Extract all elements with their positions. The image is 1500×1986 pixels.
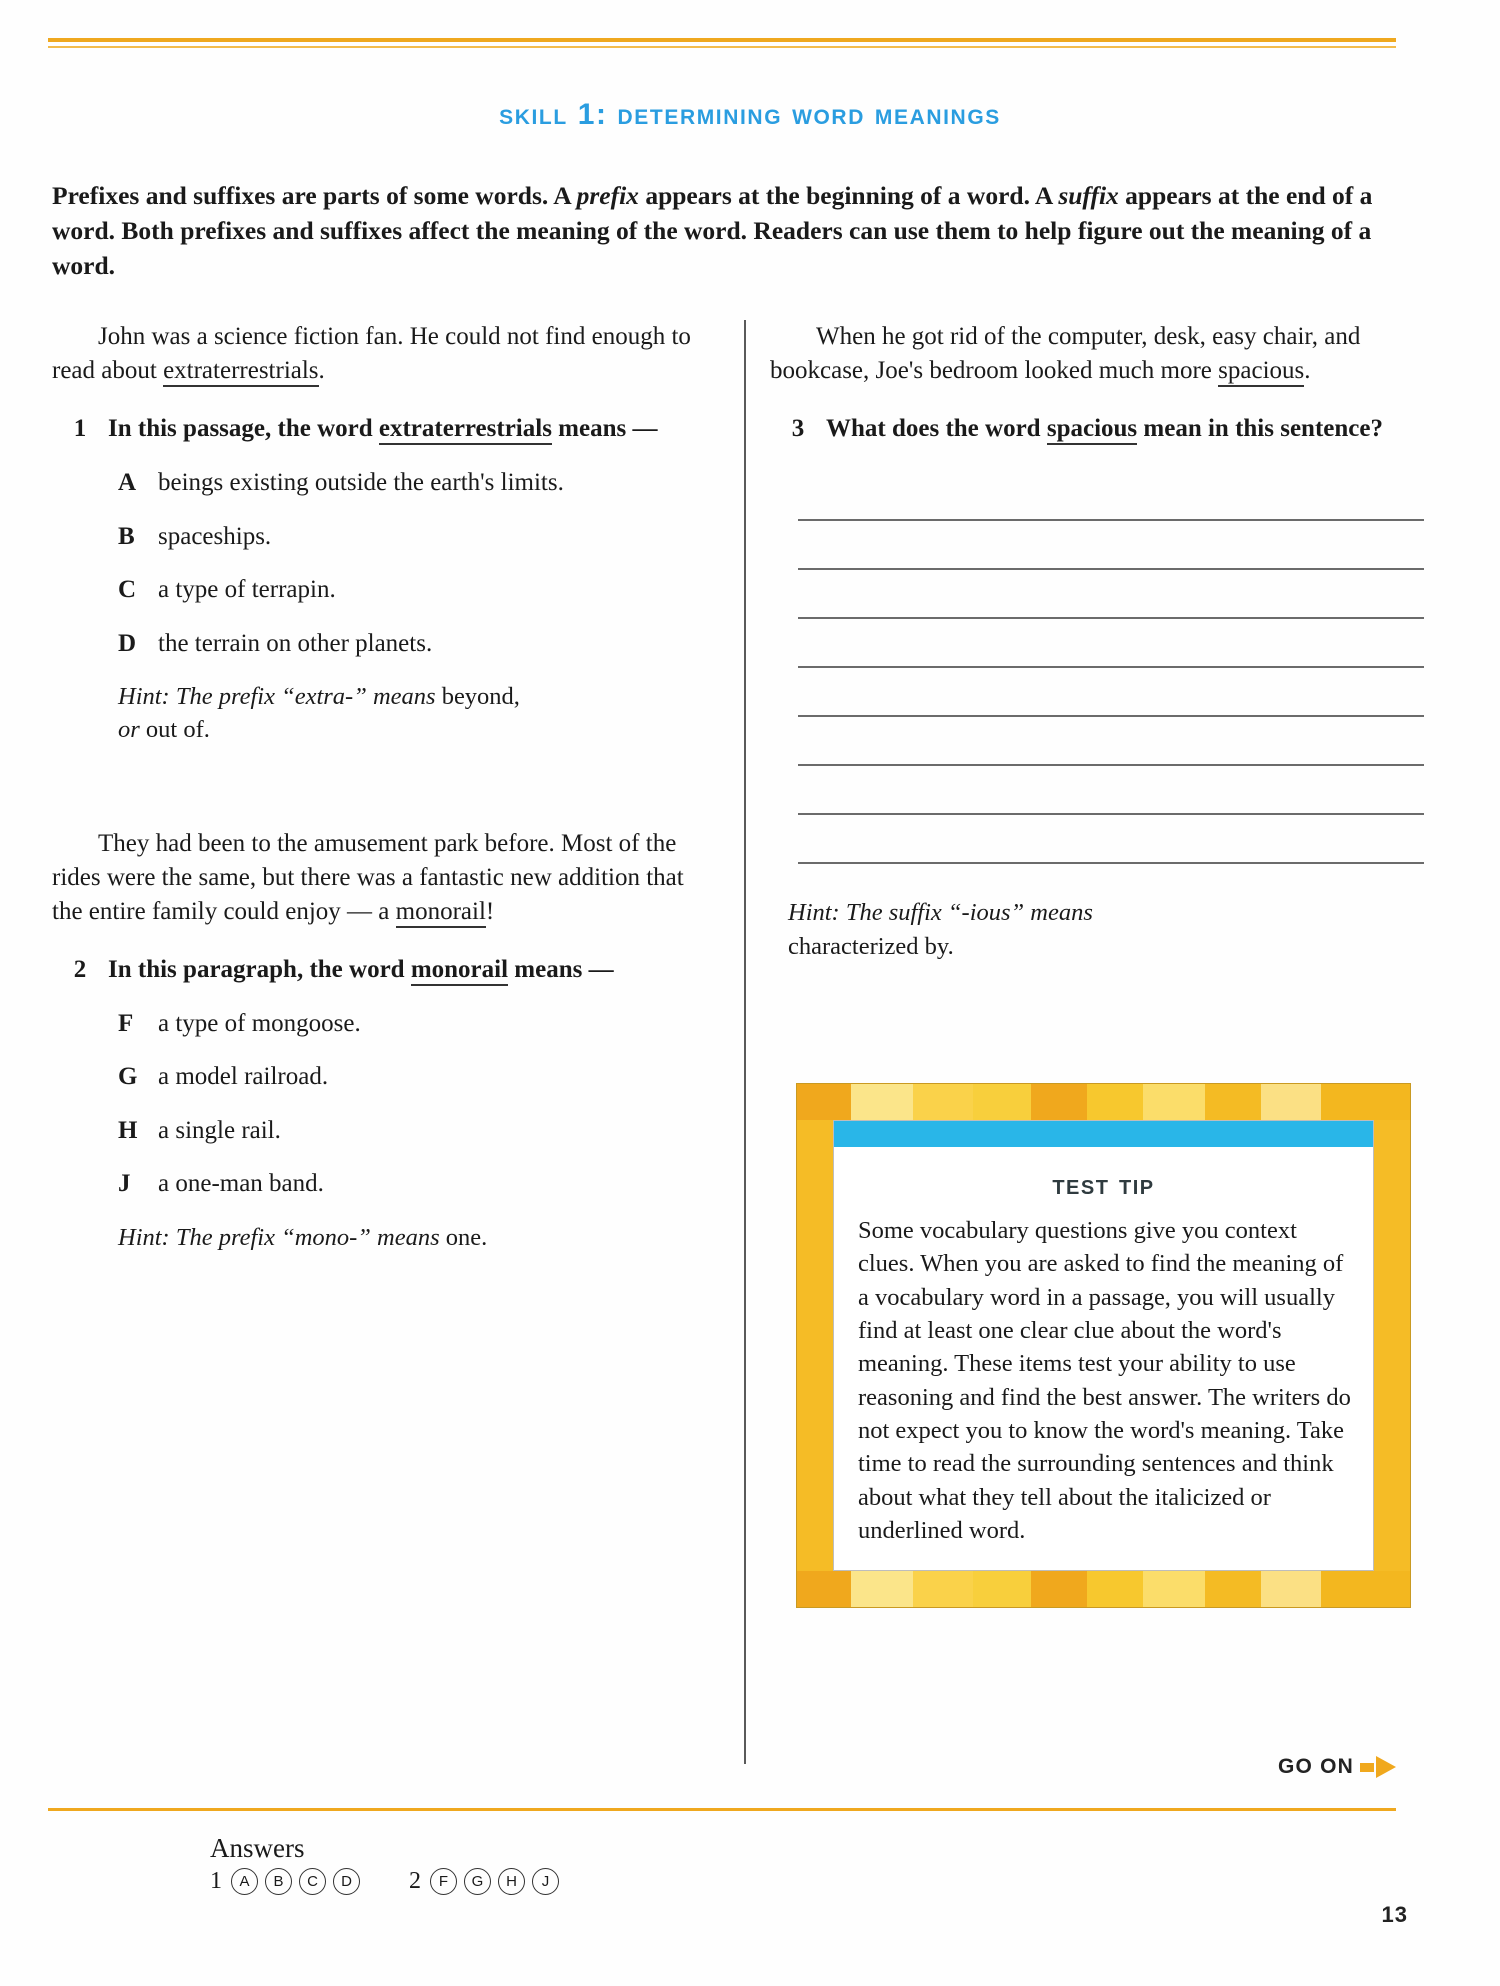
- choice-f-letter: F: [118, 1009, 134, 1037]
- choice-h-text: a single rail.: [158, 1116, 281, 1144]
- test-tip-title: test tip: [1052, 1169, 1155, 1201]
- question-1-hint: [52, 680, 712, 747]
- choice-h[interactable]: [52, 1114, 712, 1148]
- left-column: [52, 320, 712, 1262]
- question-1-stem: [108, 412, 712, 446]
- choice-c-letter: C: [118, 576, 137, 603]
- page-title: skill 1: determining word meanings: [499, 98, 1001, 131]
- band-cell: [797, 1571, 851, 1607]
- answer-line[interactable]: [798, 717, 1424, 766]
- passage-1: [52, 320, 712, 388]
- answer-group-1-number: 1: [210, 1868, 222, 1895]
- passage-3-text-before: When he got rid of the computer, desk, easy chair, and bookcase, Joe's bedroom looked much more: [770, 323, 1361, 384]
- question-3-stem: [826, 412, 1420, 446]
- choice-g-text: a model railroad.: [158, 1063, 329, 1091]
- answer-line[interactable]: [798, 766, 1424, 815]
- question-2: [52, 953, 712, 1254]
- band-cell: [1205, 1084, 1261, 1120]
- choice-h-letter: H: [118, 1116, 138, 1144]
- passage-1-text-before: John was a science fiction fan. He could not find enough to read about: [52, 323, 691, 384]
- answer-write-in-area[interactable]: [770, 472, 1420, 864]
- choice-c-text: a type of terrapin.: [158, 576, 336, 603]
- test-tip-accent-strip: [834, 1121, 1373, 1147]
- passage-3: [770, 320, 1420, 388]
- answer-line[interactable]: [798, 521, 1424, 570]
- question-3-stem-after: mean in this sentence?: [1137, 415, 1383, 442]
- choice-a-letter: A: [118, 469, 137, 496]
- question-3-header: [770, 412, 1420, 446]
- intro-text-a: Prefixes and suffixes are parts of some words. A: [52, 181, 577, 210]
- band-cell: [1143, 1571, 1205, 1607]
- top-rule-secondary: [48, 46, 1396, 48]
- band-cell: [1143, 1084, 1205, 1120]
- question-1-hint-italic-2: or: [118, 716, 140, 744]
- band-cell: [1087, 1084, 1143, 1120]
- band-cell: [1031, 1571, 1087, 1607]
- question-2-stem-before: In this paragraph, the word: [108, 955, 411, 983]
- test-tip-bottom-band: [797, 1571, 1410, 1607]
- choice-b-text: spaceships.: [158, 522, 272, 550]
- choice-j[interactable]: [52, 1167, 712, 1201]
- choice-d[interactable]: [52, 627, 712, 661]
- intro-italic-prefix: prefix: [576, 181, 639, 210]
- question-2-hint-roman: one.: [439, 1223, 488, 1251]
- band-cell: [1261, 1084, 1321, 1120]
- choice-a[interactable]: [52, 466, 712, 500]
- choice-g-letter: G: [118, 1063, 138, 1091]
- question-1-choices: [52, 466, 712, 660]
- passage-2-text-before: They had been to the amusement park before. Most of the rides were the same, but there was a fantastic new addition that the entire family could enjoy — a: [52, 829, 684, 925]
- answer-line[interactable]: [798, 570, 1424, 619]
- question-1: [52, 412, 712, 747]
- question-1-hint-roman: beyond,: [435, 683, 520, 710]
- answers-section: [210, 1832, 608, 1895]
- answers-title: Answers: [210, 1833, 305, 1863]
- bubble-h[interactable]: H: [498, 1868, 525, 1895]
- choice-f-text: a type of mongoose.: [158, 1009, 361, 1037]
- choice-d-text: the terrain on other planets.: [158, 629, 433, 657]
- answer-group-2-number: 2: [409, 1868, 421, 1895]
- band-cell: [973, 1084, 1031, 1120]
- bottom-rule: [48, 1808, 1396, 1811]
- bubble-c[interactable]: C: [299, 1868, 326, 1895]
- answer-group-2: [409, 1868, 566, 1895]
- go-on-label: GO ON: [1277, 1755, 1354, 1778]
- question-3-hint: [770, 896, 1420, 964]
- answer-line[interactable]: [798, 472, 1424, 521]
- answer-line[interactable]: [798, 619, 1424, 668]
- intro-italic-suffix: suffix: [1058, 181, 1119, 210]
- intro-text-c: appears at the end of a word. Both prefixes and suffixes affect the meaning of the word. Readers can use them to help figure out the meaning of a word.: [52, 181, 1373, 281]
- passage-2: [52, 827, 712, 929]
- question-2-hint-italic: Hint: The prefix “mono-” means: [118, 1223, 440, 1251]
- bubble-g[interactable]: G: [464, 1868, 491, 1895]
- choice-j-letter: J: [118, 1170, 131, 1198]
- question-2-number: 2: [73, 955, 87, 983]
- answer-line[interactable]: [798, 668, 1424, 717]
- question-1-stem-after: means —: [551, 415, 658, 442]
- choice-b-letter: B: [118, 522, 135, 550]
- band-cell: [1321, 1084, 1410, 1120]
- bubble-a[interactable]: A: [231, 1868, 258, 1895]
- passage-1-text-after: .: [318, 357, 325, 384]
- question-1-hint-roman-2: out of.: [139, 716, 210, 744]
- question-2-header: [52, 953, 712, 987]
- question-3-hint-roman: characterized by.: [788, 932, 954, 960]
- intro-paragraph: [52, 178, 1392, 284]
- passage-1-underlined-word: extraterrestrials: [163, 357, 318, 387]
- choice-g[interactable]: [52, 1060, 712, 1094]
- question-3-hint-italic: Hint: The suffix “-ious” means: [788, 899, 1093, 926]
- choice-c[interactable]: [52, 573, 712, 607]
- question-2-hint: [52, 1221, 712, 1254]
- passage-3-underlined-word: spacious: [1218, 357, 1304, 387]
- answer-group-1: [210, 1868, 367, 1895]
- question-2-stem-underlined: monorail: [411, 956, 508, 986]
- band-cell: [1031, 1084, 1087, 1120]
- column-divider: [744, 320, 746, 1764]
- test-tip-inner-panel: [833, 1120, 1374, 1571]
- question-2-stem-after: means —: [508, 955, 614, 983]
- page-number: 13: [1381, 1902, 1408, 1927]
- question-1-stem-before: In this passage, the word: [108, 415, 379, 442]
- test-tip-top-band: [797, 1084, 1410, 1120]
- question-3-number: 3: [791, 415, 805, 442]
- bubble-b[interactable]: B: [265, 1868, 292, 1895]
- question-3-stem-before: What does the word: [826, 415, 1047, 442]
- band-cell: [913, 1084, 973, 1120]
- band-cell: [1321, 1571, 1410, 1607]
- band-cell: [851, 1571, 913, 1607]
- question-2-stem: [108, 953, 712, 987]
- bubble-j[interactable]: J: [532, 1868, 559, 1895]
- bubble-f[interactable]: F: [430, 1868, 457, 1895]
- band-cell: [973, 1571, 1031, 1607]
- test-tip-box: [796, 1083, 1411, 1608]
- arrow-tail: [1360, 1763, 1374, 1772]
- band-cell: [1087, 1571, 1143, 1607]
- question-1-hint-italic: Hint: The prefix “extra-” means: [118, 683, 436, 710]
- choice-d-letter: D: [118, 629, 137, 657]
- passage-2-underlined-word: monorail: [396, 898, 486, 928]
- choice-j-text: a one-man band.: [158, 1170, 324, 1198]
- answers-bubble-rows: [210, 1868, 608, 1895]
- question-1-stem-underlined: extraterrestrials: [379, 415, 552, 445]
- question-3-stem-underlined: spacious: [1047, 415, 1137, 445]
- answer-line[interactable]: [798, 815, 1424, 864]
- intro-text-b: appears at the beginning of a word. A: [638, 181, 1059, 210]
- go-on-indicator: [1278, 1755, 1396, 1779]
- band-cell: [851, 1084, 913, 1120]
- question-1-number: 1: [73, 415, 87, 442]
- top-rule-primary: [48, 38, 1396, 42]
- band-cell: [1205, 1571, 1261, 1607]
- band-cell: [1261, 1571, 1321, 1607]
- band-cell: [913, 1571, 973, 1607]
- passage-3-text-after: .: [1304, 357, 1311, 384]
- choice-f[interactable]: [52, 1007, 712, 1041]
- bubble-d[interactable]: D: [333, 1868, 360, 1895]
- choice-a-text: beings existing outside the earth's limits.: [158, 469, 564, 496]
- question-1-header: [52, 412, 712, 446]
- arrow-right-icon: [1376, 1756, 1396, 1778]
- question-3: [770, 412, 1420, 964]
- question-2-choices: [52, 1007, 712, 1201]
- test-tip-body: Some vocabulary questions give you context clues. When you are asked to find the meaning of a vocabulary word in a passage, you will usually find at least one clear clue about the word's meaning. These items test your ability to use reasoning and find the best answer. The writers do not expect you to know the word's meaning. Take time to read the surrounding sentences and think about what they tell about the italicized or underlined word.: [858, 1217, 1351, 1544]
- band-cell: [797, 1084, 851, 1120]
- right-column: [770, 320, 1420, 972]
- passage-2-text-after: !: [485, 897, 495, 925]
- choice-b[interactable]: [52, 520, 712, 554]
